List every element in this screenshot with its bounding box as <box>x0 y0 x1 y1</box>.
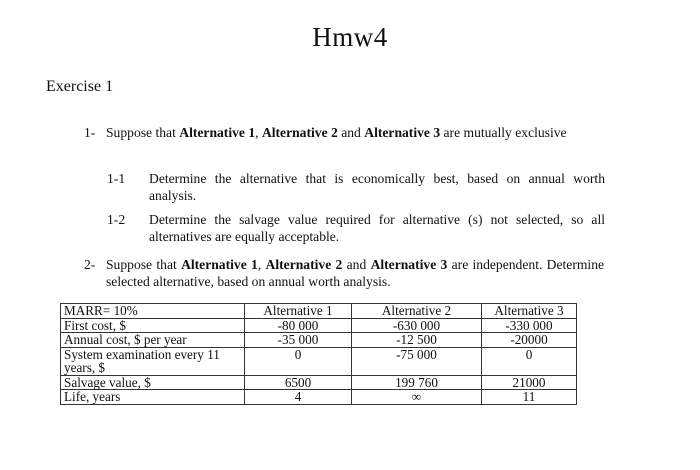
subquestion-text: Determine the alternative that is economically best, based on annual worth analysis. <box>149 171 605 203</box>
cell-value: -75 000 <box>352 347 482 375</box>
subquestion-number: 1-2 <box>107 212 126 227</box>
alt-name: Alternative 1 <box>179 125 256 140</box>
row-label: Annual cost, $ per year <box>61 333 245 348</box>
cell-value: -12 500 <box>352 333 482 348</box>
cell-value: 0 <box>482 347 577 375</box>
text-run: Suppose that <box>106 257 182 272</box>
alt-name: Alternative 2 <box>261 125 338 140</box>
row-label: Salvage value, $ <box>61 375 245 390</box>
question-number: 1- <box>84 125 96 140</box>
cell-value: 199 760 <box>352 375 482 390</box>
alt-name: Alternative 3 <box>370 257 448 272</box>
table-row <box>61 347 577 375</box>
cell-value: 11 <box>482 390 577 405</box>
table-row <box>61 375 577 390</box>
cell-value: -35 000 <box>245 333 352 348</box>
cell-value: -630 000 <box>352 318 482 333</box>
row-label: First cost, $ <box>61 318 245 333</box>
row-label: Life, years <box>61 390 245 405</box>
text-run: and <box>337 125 365 140</box>
header-marr: MARR= 10% <box>61 304 245 319</box>
question-text <box>106 124 604 141</box>
cell-value: -80 000 <box>245 318 352 333</box>
exercise-heading: Exercise 1 <box>46 78 114 95</box>
row-label: System examination every 11 years, $ <box>61 347 245 375</box>
cell-value: 6500 <box>245 375 352 390</box>
table-row <box>61 390 577 405</box>
text-run: and <box>342 257 371 272</box>
question-text <box>106 256 604 290</box>
cell-value: 4 <box>245 390 352 405</box>
subquestion-number: 1-1 <box>107 171 126 186</box>
text-run: , <box>257 257 266 272</box>
alt-name: Alternative 2 <box>265 257 343 272</box>
alternatives-table <box>60 303 577 405</box>
table-row <box>61 318 577 333</box>
text-run: are mutually exclusive <box>440 125 567 140</box>
text-run: Suppose that <box>106 125 180 140</box>
alt-name: Alternative 1 <box>181 257 258 272</box>
header-alternative-3: Alternative 3 <box>482 304 577 319</box>
page-title: Hmw4 <box>312 22 388 52</box>
header-alternative-1: Alternative 1 <box>245 304 352 319</box>
text-run: are independent. Determine selected alternative, based on annual worth analysis. <box>106 257 605 289</box>
cell-value: ∞ <box>352 390 482 405</box>
alt-name: Alternative 3 <box>364 125 441 140</box>
cell-value: 21000 <box>482 375 577 390</box>
cell-value: -20000 <box>482 333 577 348</box>
table-row <box>61 333 577 348</box>
text-run: , <box>255 125 262 140</box>
header-alternative-2: Alternative 2 <box>352 304 482 319</box>
cell-value: 0 <box>245 347 352 375</box>
question-number: 2- <box>84 257 96 272</box>
cell-value: -330 000 <box>482 318 577 333</box>
table-header-row <box>61 304 577 319</box>
subquestion-text: Determine the salvage value required for alternative (s) not selected, so all alternatives are equally acceptable. <box>149 212 605 244</box>
